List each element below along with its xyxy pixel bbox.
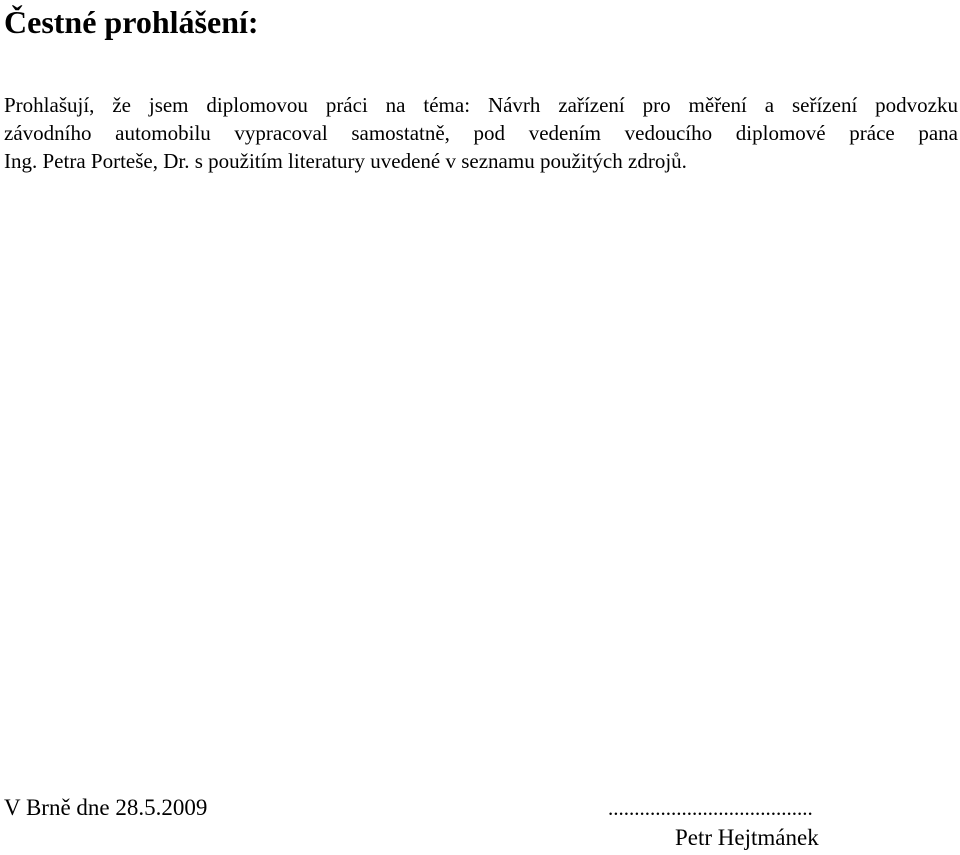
declaration-text (4, 91, 958, 175)
place-date: V Brně dne 28.5.2009 (4, 795, 208, 820)
signatory-name: Petr Hejtmánek (675, 825, 819, 850)
page-title: Čestné prohlášení: (4, 4, 259, 40)
signature-line: ....................................... (608, 796, 813, 820)
declaration-line-3: Ing. Petra Porteše, Dr. s použitím literatury uvedené v seznamu použitých zdrojů. (4, 149, 687, 173)
signature-block (600, 793, 900, 855)
declaration-line-2: závodního automobilu vypracoval samostatně, pod vedením vedoucího diplomové práce pana (4, 121, 958, 145)
declaration-line-1: Prohlašují, že jsem diplomovou práci na téma: Návrh zařízení pro měření a seřízení podvozku (4, 93, 958, 117)
